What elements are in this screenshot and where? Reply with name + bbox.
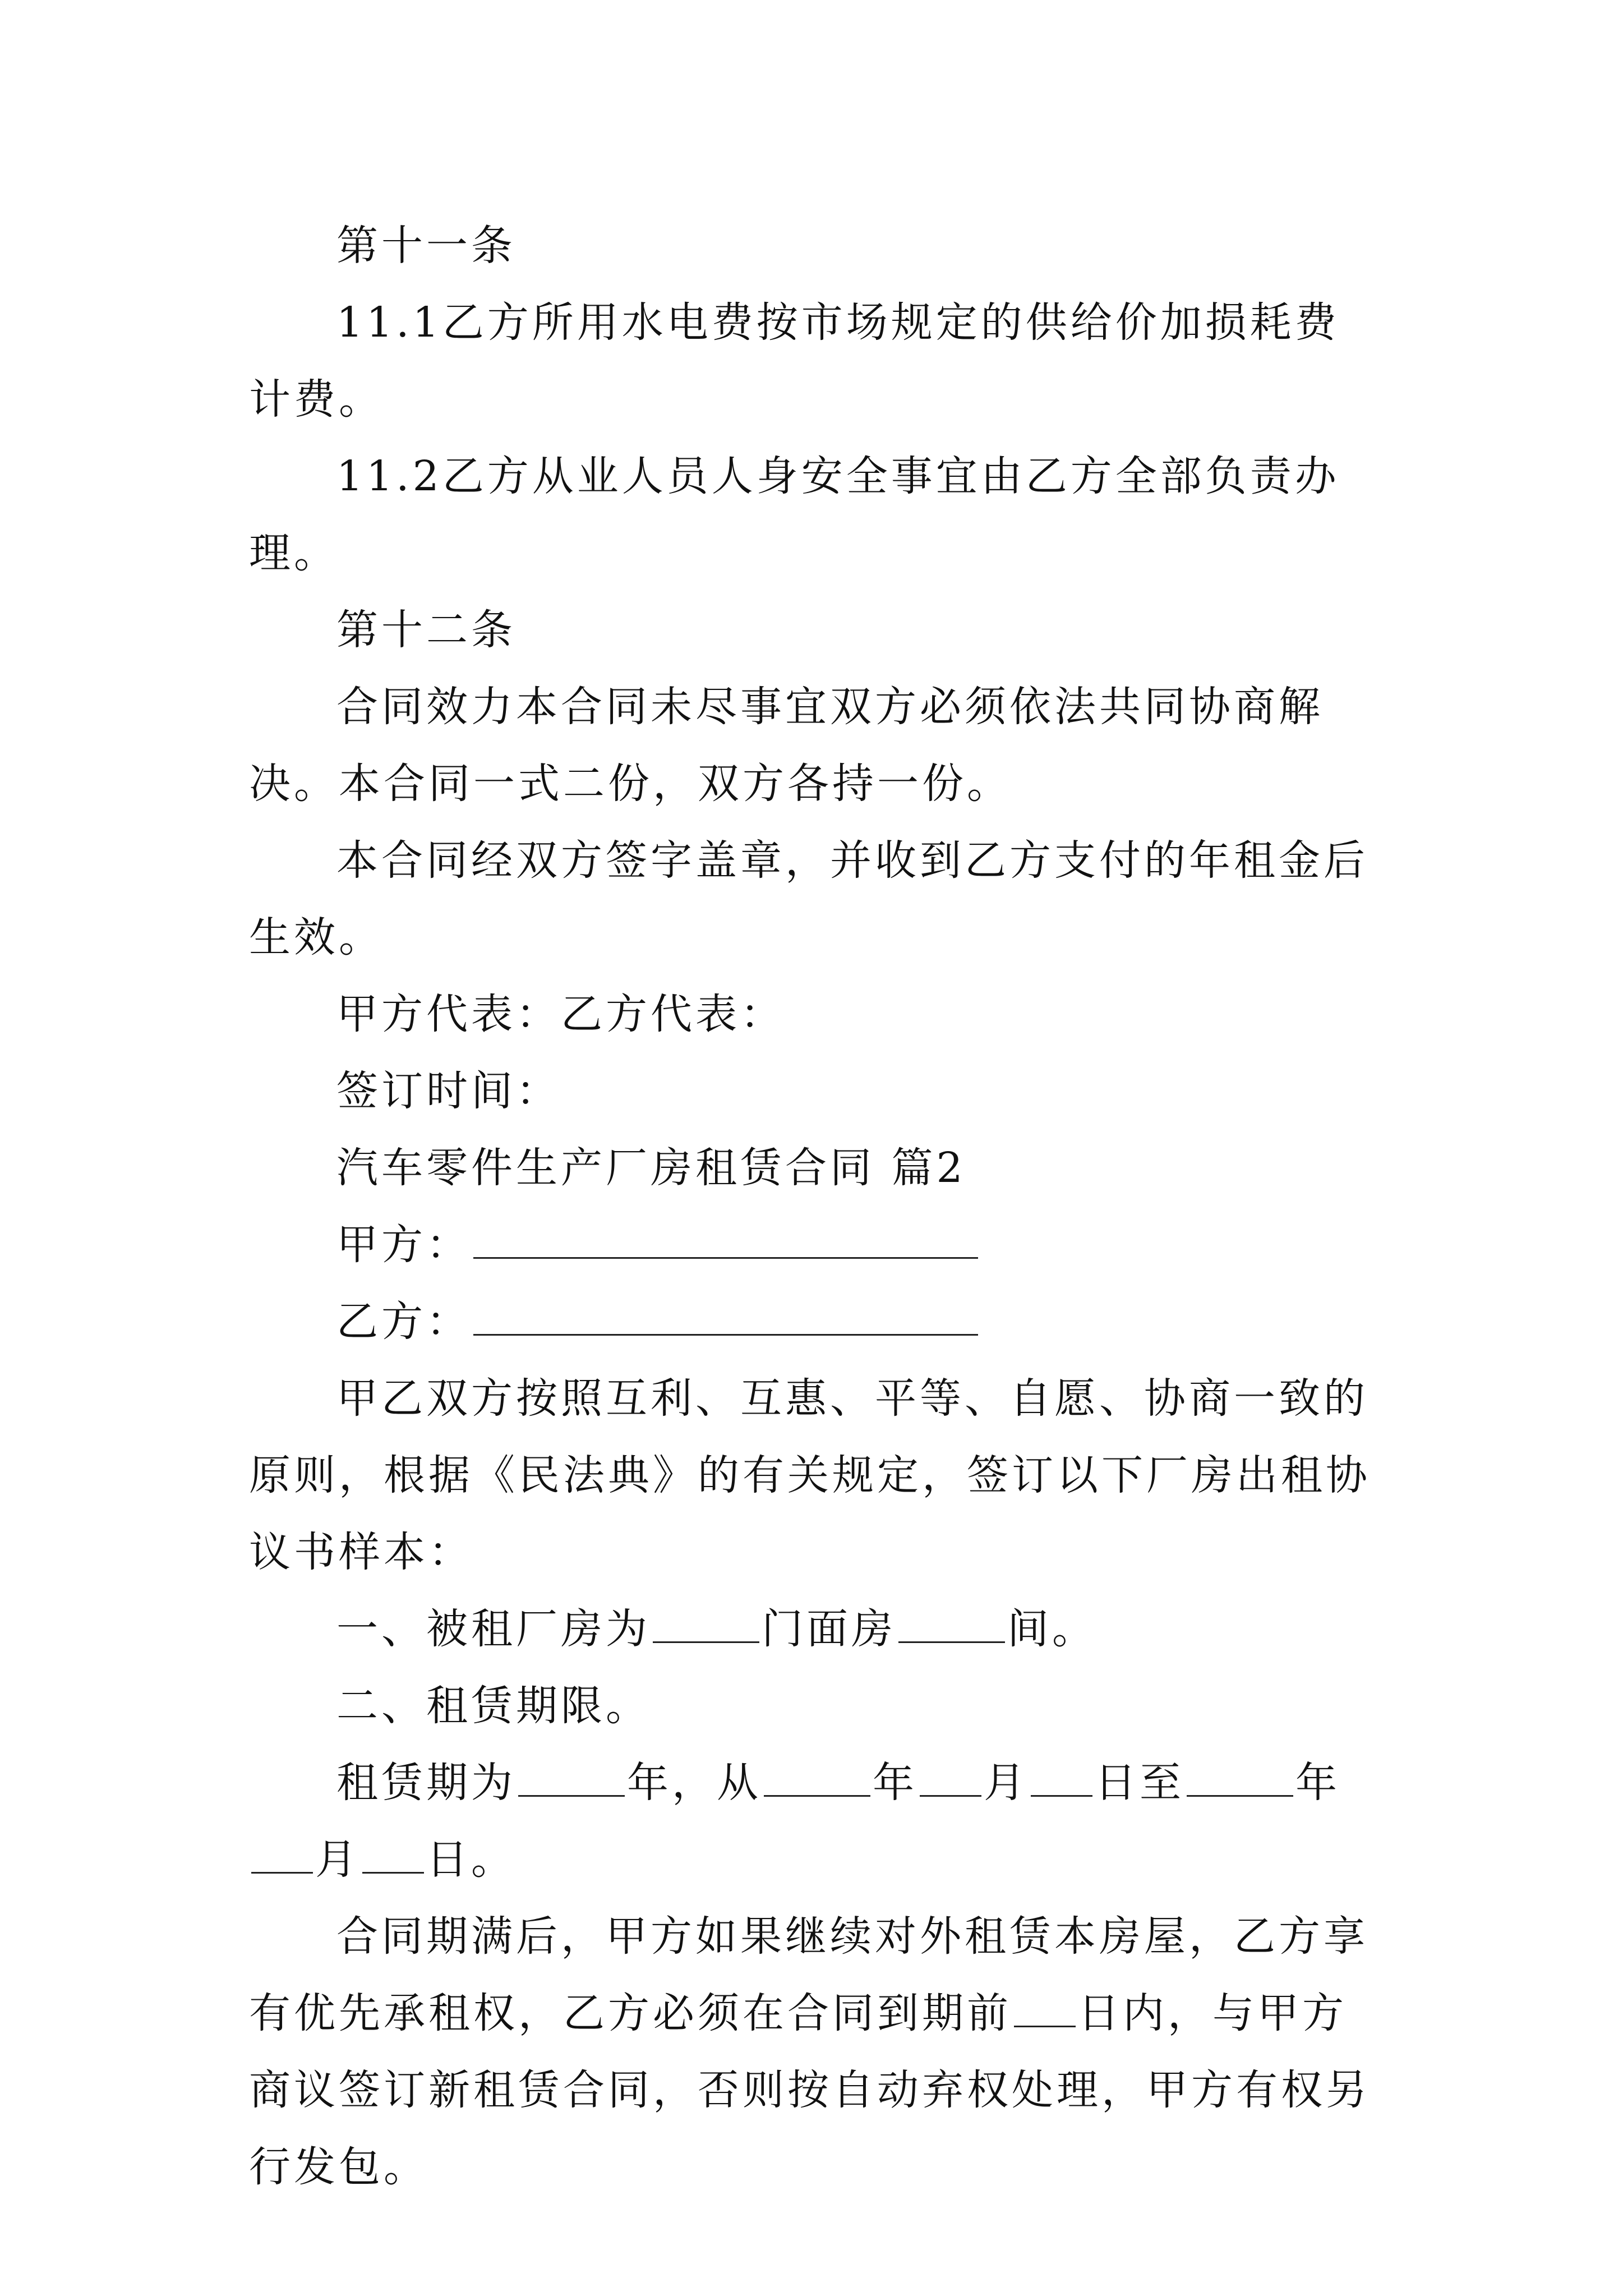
leased-premises-text-a: 一、被租厂房为 [336, 1605, 651, 1653]
party-a-line [249, 1207, 1376, 1283]
renewal-text-a: 合同期满后，甲方如果继续对外租赁本房屋，乙方享有优先承租权，乙方必须在合同到期前 [249, 1912, 1368, 2037]
start-month-blank [920, 1756, 981, 1797]
end-month-blank [251, 1833, 313, 1874]
leased-premises-text-b: 门面房 [762, 1605, 896, 1653]
lease-period-text-b: 年，从 [627, 1759, 762, 1807]
leased-premises-text-c: 间。 [1007, 1605, 1097, 1653]
effective-condition-paragraph: 本合同经双方签字盖章，并收到乙方支付的年租金后生效。 [249, 836, 1368, 961]
lease-term-heading: 二、租赁期限。 [336, 1682, 651, 1730]
party-b-line [249, 1283, 1376, 1360]
renewal-days-blank [1014, 1986, 1076, 2027]
party-a-blank [473, 1218, 978, 1259]
document-body [249, 208, 1376, 2206]
agreement-principle-paragraph: 甲乙双方按照互利、互惠、平等、自愿、协商一致的原则，根据《民法典》的有关规定，签订以下厂房出租协议书样本： [249, 1374, 1371, 1576]
lease-period-text-d: 月 [984, 1759, 1029, 1807]
start-year-blank [764, 1756, 870, 1797]
leased-premises-line [249, 1591, 1376, 1668]
end-year-blank [1187, 1756, 1293, 1797]
lease-period-text-e: 日至 [1095, 1759, 1184, 1807]
lease-period-text-c: 年 [873, 1759, 917, 1807]
end-day-blank [362, 1833, 424, 1874]
clause-11-2: 11.2乙方从业人员人身安全事宜由乙方全部负责办理。 [249, 452, 1340, 577]
lease-period-text-a: 租赁期为 [336, 1759, 516, 1807]
premises-blank-2 [898, 1602, 1005, 1643]
party-b-label: 乙方： [336, 1297, 471, 1346]
party-a-label: 甲方： [336, 1221, 471, 1269]
lease-period-text-h: 日。 [426, 1835, 516, 1884]
section-title: 汽车零件生产厂房租赁合同 篇2 [336, 1144, 966, 1192]
clause-11-1: 11.1乙方所用水电费按市场规定的供给价加损耗费计费。 [249, 298, 1340, 424]
period-years-blank [518, 1756, 625, 1797]
renewal-text-b: 日内，与甲方商议签订新租赁合同，否则按自动弃权处理，甲方有权另行发包。 [249, 1989, 1371, 2191]
premises-blank-1 [653, 1602, 759, 1643]
contract-effect-paragraph: 合同效力本合同未尽事宜双方必须依法共同协商解决。本合同一式二份，双方各持一份。 [249, 683, 1324, 808]
renewal-paragraph [249, 1898, 1376, 2206]
representatives-line: 甲方代表：乙方代表： [336, 990, 785, 1038]
lease-period-text-g: 月 [315, 1835, 360, 1884]
article-12-heading: 第十二条 [336, 606, 516, 654]
start-day-blank [1031, 1756, 1092, 1797]
article-11-heading: 第十一条 [336, 222, 516, 270]
signing-time-line: 签订时间： [336, 1067, 561, 1115]
lease-period-line [249, 1745, 1376, 1898]
party-b-blank [473, 1295, 978, 1336]
lease-period-text-f: 年 [1295, 1759, 1340, 1807]
